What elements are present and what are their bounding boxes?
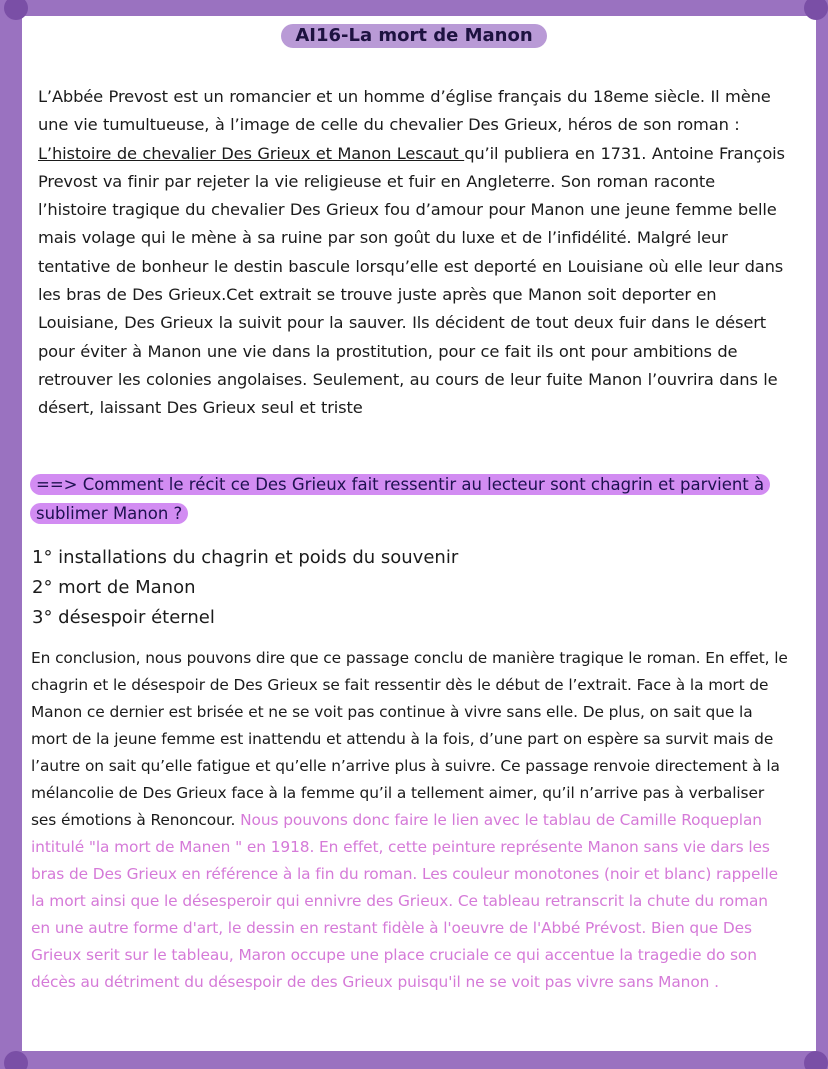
conclusion-painting-link: Nous pouvons donc faire le lien avec le tablau de Camille Roqueplan intitulé "la mort de Manen " en 1918. En effet, cette peinture représente Manon sans vie dars les bras de Des Grieux en référence à la fin du roman. Les couleur monotones (noir et blanc) rappelle la mort ainsi que le désesperoir qui ennivre des Grieux. Ce tableau retranscrit la chute du roman en une autre forme d'art, le dessin en restant fidèle à l'oeuvre de l'Abbé Prévost. Bien que Des Grieux serit sur le tableau, Maron occupe une place cruciale ce qui accentue la tragedie do son décès au détriment du désespoir de des Grieux puisqu'il ne se voit pas vivre sans Manon . — [31, 811, 779, 991]
title-container — [0, 24, 828, 48]
problematic-question — [30, 470, 790, 528]
plan-item-2: 2° mort de Manon — [32, 577, 196, 598]
corner-dot-bottom-right — [804, 1051, 828, 1069]
question-highlight: ==> Comment le récit ce Des Grieux fait ressentir au lecteur sont chagrin et parvient à sublimer Manon ? — [30, 474, 770, 524]
frame-top-border — [0, 0, 828, 16]
plan-item-1: 1° installations du chagrin et poids du souvenir — [32, 547, 459, 568]
intro-text-start: L’Abbée Prevost est un romancier et un homme d’église français du 18eme siècle. Il mène une vie tumultueuse, à l’image de celle du chevalier Des Grieux, héros de son roman : — [38, 87, 771, 135]
intro-text-end: qu’il publiera en 1731. Antoine François Prevost va finir par rejeter la vie religieuse et fuir en Angleterre. Son roman raconte l’histoire tragique du chevalier Des Grieux fou d’amour pour Manon une jeune femme belle mais volage qui le mène à sa ruine par son goût du luxe et de l’infidélité. Malgré leur tentative de bonheur le destin bascule lorsqu’elle est deporté en Louisiane où elle leur dans les bras de Des Grieux.Cet extrait se trouve juste après que Manon soit deporter en Louisiane, Des Grieux la suivit pour la sauver. Ils décident de tout deux fuir dans le désert pour éviter à Manon une vie dans la prostitution, pour ce fait ils ont pour ambitions de retrouver les colonies angolaises. Seulement, au cours de leur fuite Manon l’ouvrira dans le désert, laissant Des Grieux seul et triste — [38, 143, 785, 418]
frame-bottom-border — [0, 1051, 828, 1069]
conclusion-paragraph — [31, 645, 791, 996]
corner-dot-top-left — [4, 0, 28, 20]
page-title: AI16-La mort de Manon — [281, 24, 546, 48]
corner-dot-bottom-left — [4, 1051, 28, 1069]
frame-right-border — [816, 0, 828, 1069]
conclusion-text: En conclusion, nous pouvons dire que ce passage conclu de manière tragique le roman. En effet, le chagrin et le désespoir de Des Grieux se fait ressentir dès le début de l’extrait. Face à la mort de Manon ce dernier est brisée et ne se voit pas continue à vivre sans elle. De plus, on sait que la mort de la jeune femme est inattendu et attendu à la fois, d’une part on espère sa survit mais de l’autre on sait qu’elle fatigue et qu’elle n’arrive plus à suivre. Ce passage renvoie directement à la mélancolie de Des Grieux face à la femme qu’il a tellement aimer, qu’il n’arrive pas à verbaliser ses émotions à Renoncour. — [31, 649, 788, 829]
book-title: L’histoire de chevalier Des Grieux et Manon Lescaut — [38, 143, 465, 163]
frame-left-border — [0, 0, 22, 1069]
plan-list — [32, 543, 732, 633]
plan-item-3: 3° désespoir éternel — [32, 607, 215, 628]
intro-paragraph — [38, 83, 788, 423]
